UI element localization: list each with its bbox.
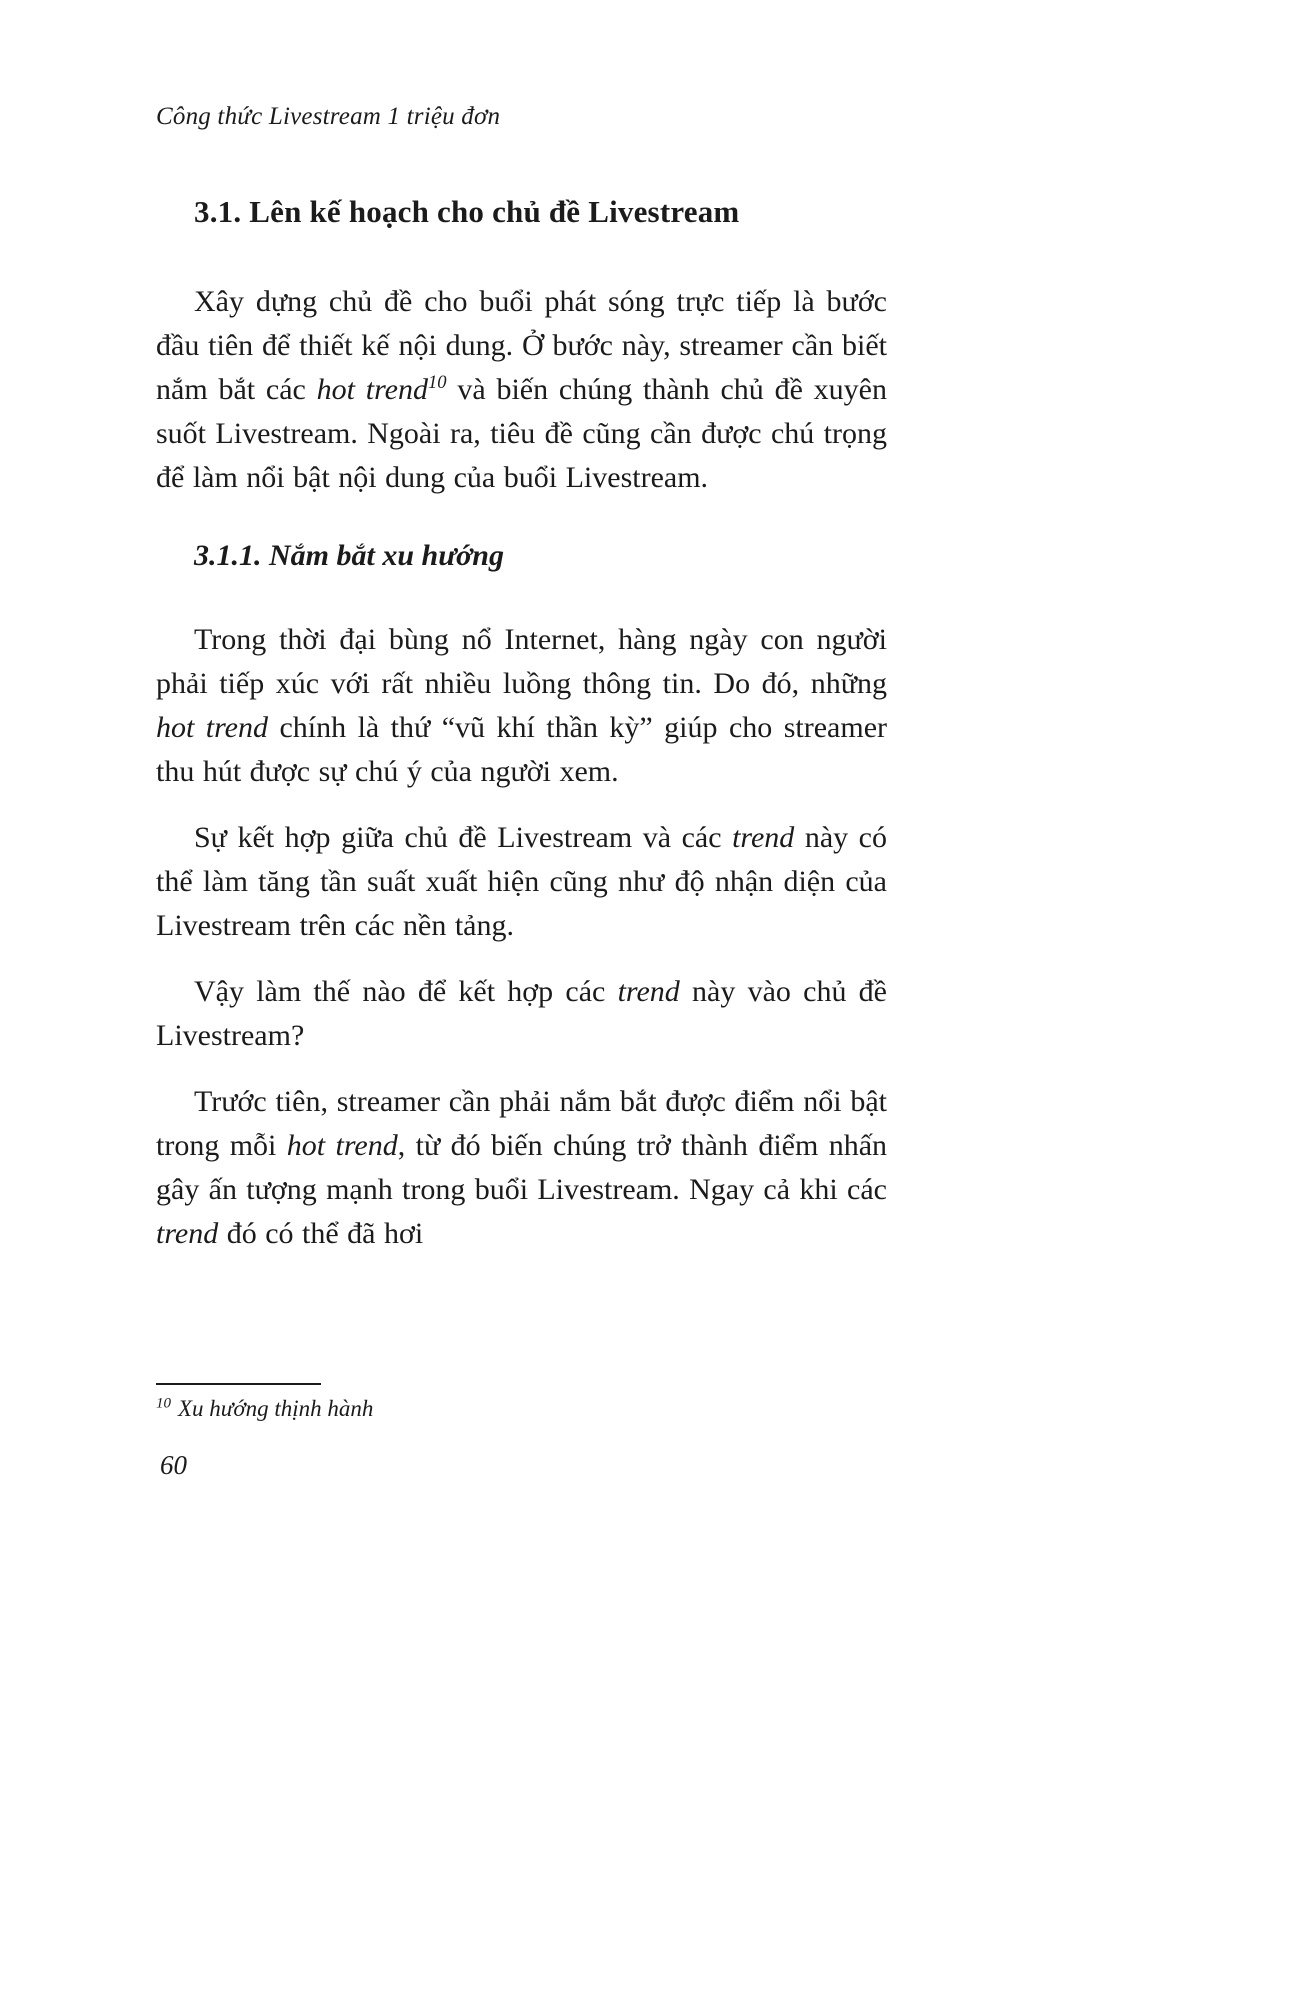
footnote-marker: 10: [156, 1395, 171, 1412]
paragraph: Xây dựng chủ đề cho buổi phát sóng trực tiếp là bước đầu tiên để thiết kế nội dung. Ở bước này, streamer cần biết nắm bắt các hot trend$^{10}$ và biến chúng thành chủ đề xuyên suốt Livestream. Ngoài ra, tiêu đề cũng cần được chú trọng để làm nổi bật nội dung của buổi Livestream.: [156, 285, 887, 494]
footnote: [156, 1394, 887, 1424]
page-number: 60: [160, 1450, 187, 1480]
section-heading: 3.1. Lên kế hoạch cho chủ đề Livestream: [194, 194, 740, 229]
paragraph: Trước tiên, streamer cần phải nắm bắt được điểm nổi bật trong mỗi hot trend, từ đó biến chúng trở thành điểm nhấn gây ấn tượng mạnh trong buổi Livestream. Ngay cả khi các trend đó có thể đã hơi: [156, 1085, 888, 1250]
paragraph: Sự kết hợp giữa chủ đề Livestream và các trend này có thể làm tăng tần suất xuất hiện cũng như độ nhận diện của Livestream trên các nền tảng.: [156, 821, 887, 942]
footnote-text: Xu hướng thịnh hành: [178, 1396, 374, 1421]
paragraph: Vậy làm thế nào để kết hợp các trend này vào chủ đề Livestream?: [156, 975, 887, 1052]
footnote-block: [156, 1383, 887, 1424]
page-body: [156, 192, 887, 1278]
footnote-divider: [156, 1383, 321, 1385]
subsection-heading: 3.1.1. Nắm bắt xu hướng: [194, 539, 504, 572]
running-header: Công thức Livestream 1 triệu đơn: [156, 103, 501, 130]
paragraph: Trong thời đại bùng nổ Internet, hàng ngày con người phải tiếp xúc với rất nhiều luồng thông tin. Do đó, những hot trend chính là thứ “vũ khí thần kỳ” giúp cho streamer thu hút được sự chú ý của người xem.: [156, 623, 888, 788]
